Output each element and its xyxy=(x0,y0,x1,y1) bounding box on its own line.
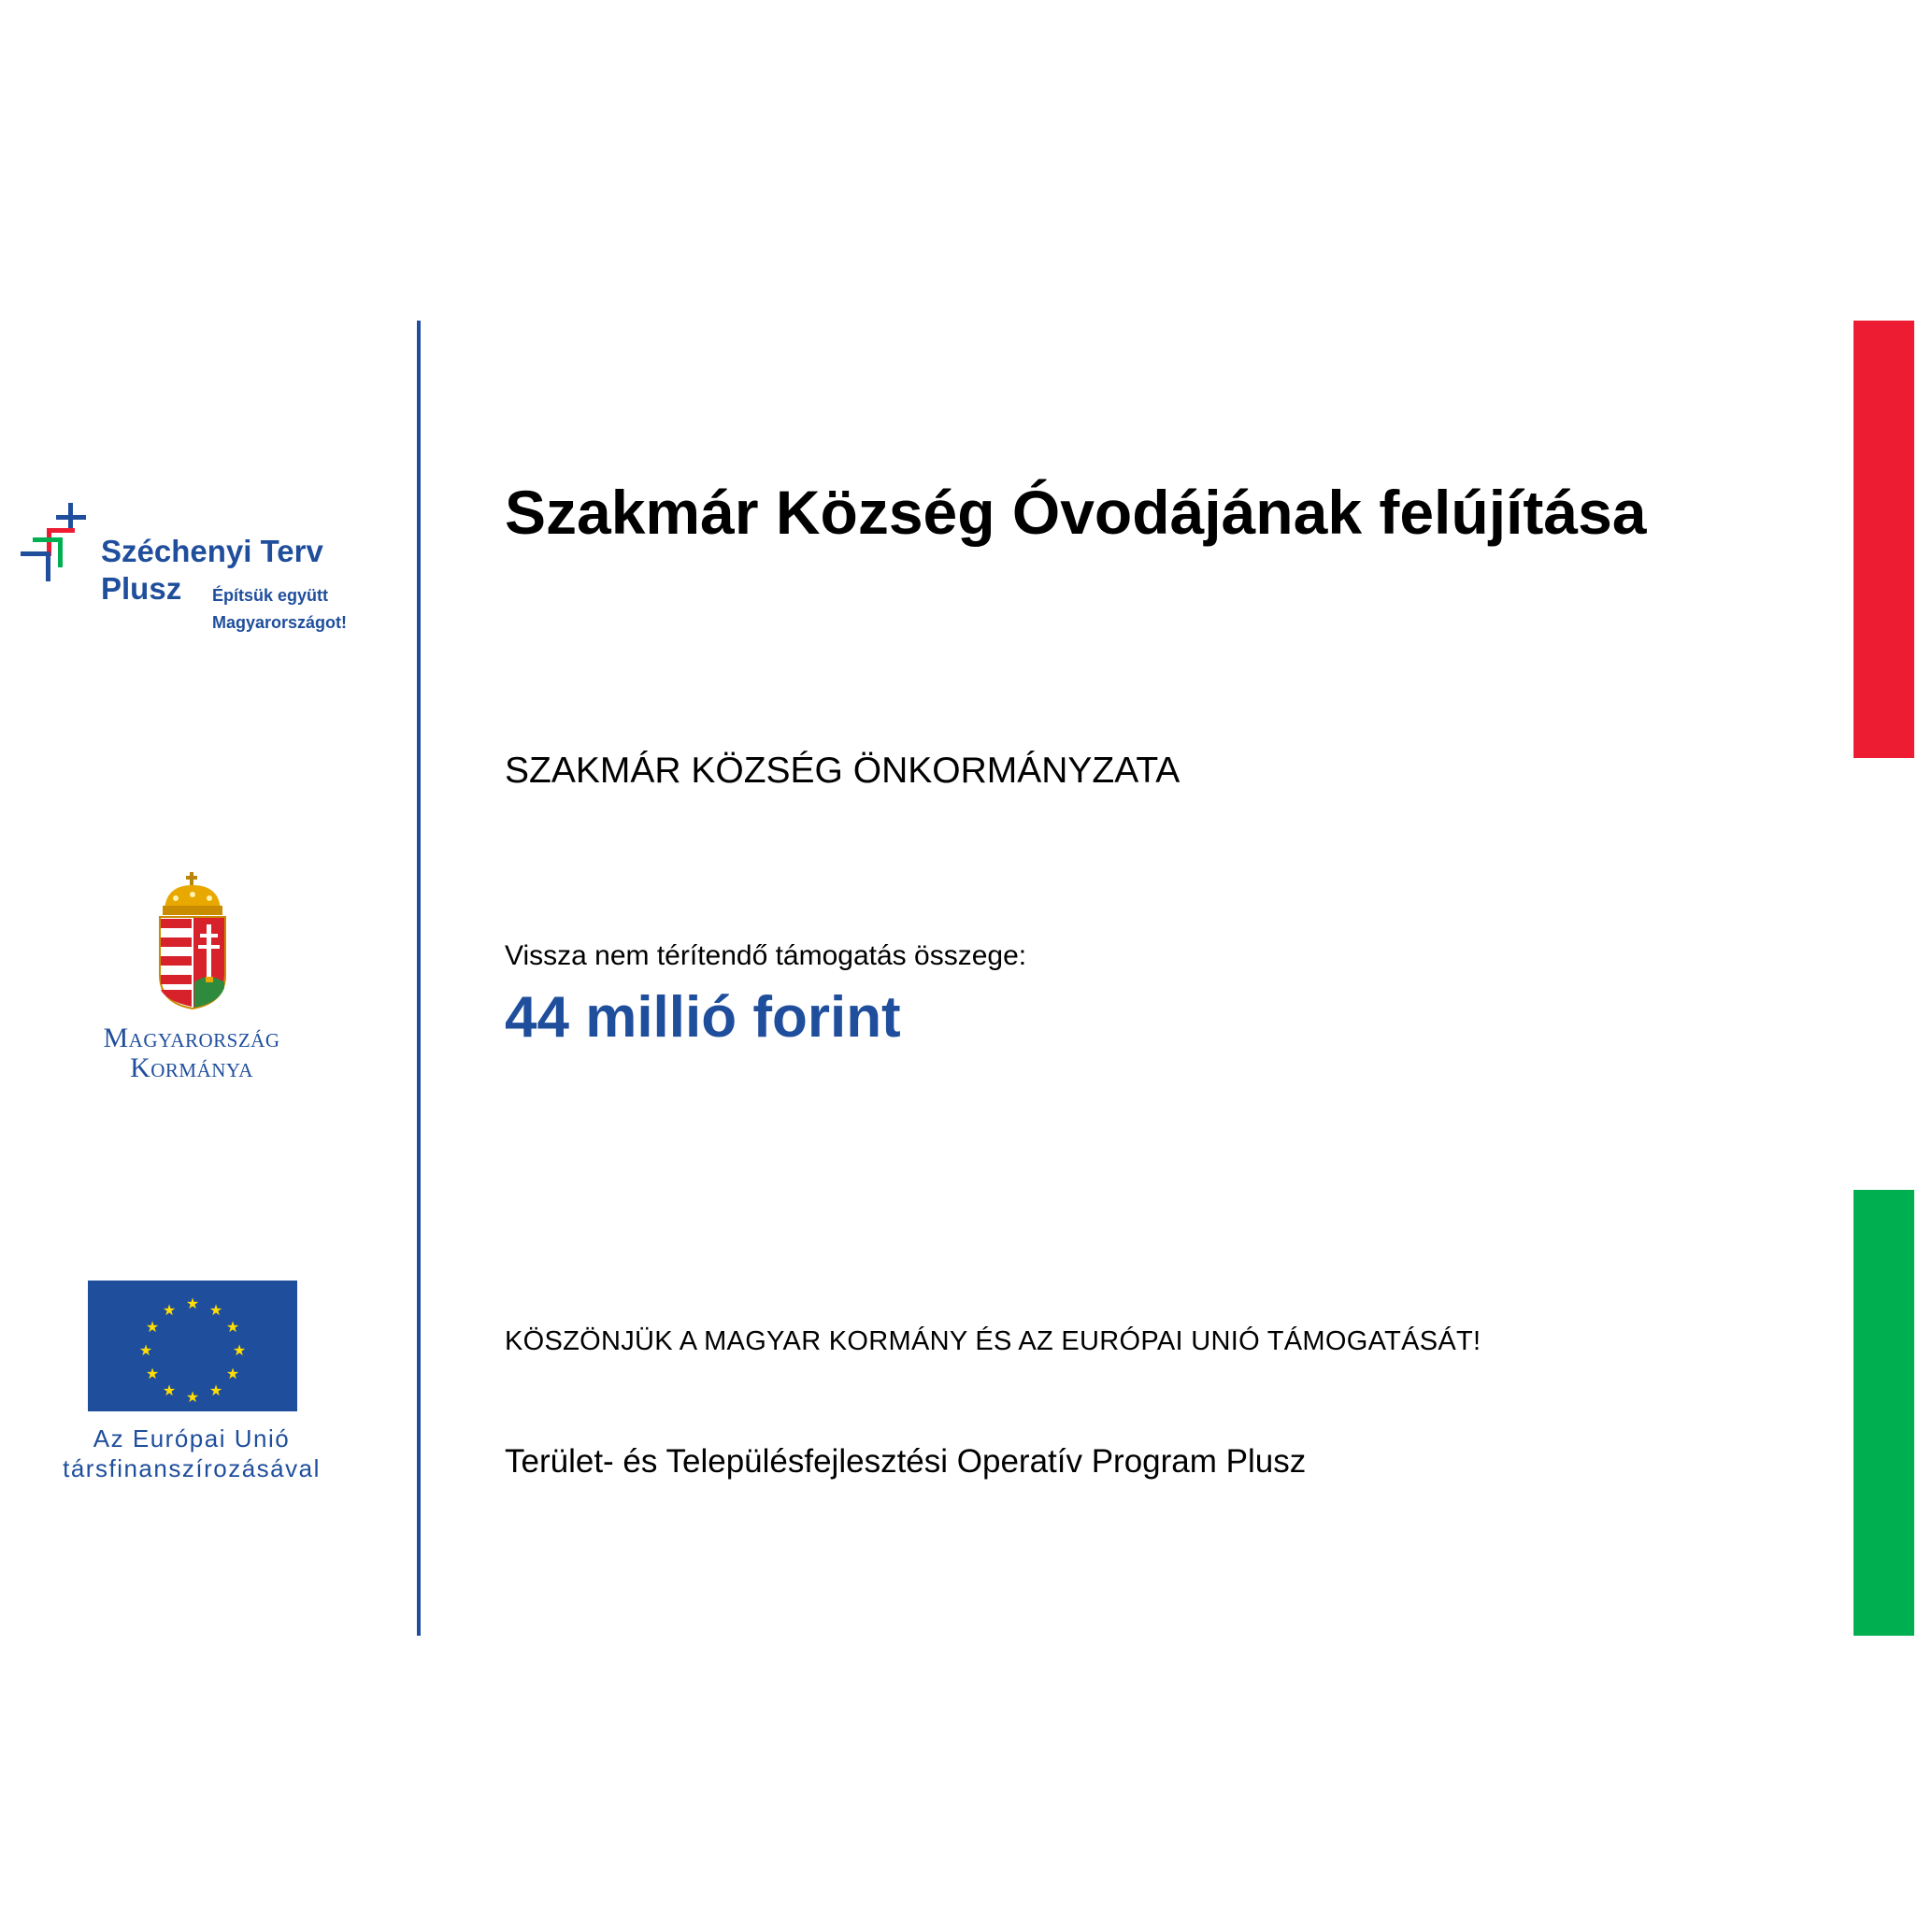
thanks-text: KÖSZÖNJÜK A MAGYAR KORMÁNY ÉS AZ EURÓPAI UNIÓ TÁMOGATÁSÁT! xyxy=(505,1326,1481,1356)
eu-star-icon: ★ xyxy=(162,1303,177,1319)
eu-stars xyxy=(88,1281,297,1411)
eu-star-icon: ★ xyxy=(225,1320,240,1336)
project-title: Szakmár Község Óvodájának felújítása xyxy=(505,478,1647,547)
eu-star-icon: ★ xyxy=(208,1303,223,1319)
eu-text-line1: Az Európai Unió xyxy=(93,1424,291,1453)
grant-amount: 44 millió forint xyxy=(505,985,901,1050)
eu-star-icon: ★ xyxy=(185,1390,200,1406)
eu-flag-icon xyxy=(88,1281,297,1411)
government-name-line1: Magyarország xyxy=(103,1023,280,1053)
flag-red-stripe xyxy=(1853,321,1914,758)
szechenyi-cross-icon xyxy=(19,500,107,589)
szechenyi-title: Széchenyi Terv xyxy=(101,534,323,568)
eu-star-icon: ★ xyxy=(185,1296,200,1312)
szechenyi-plusz: Plusz xyxy=(101,571,182,606)
eu-star-icon: ★ xyxy=(145,1320,160,1336)
szechenyi-slogan-line2: Magyarországot! xyxy=(212,613,348,632)
eu-star-icon: ★ xyxy=(162,1383,177,1399)
grant-label: Vissza nem térítendő támogatás összege: xyxy=(505,940,1027,971)
eu-star-icon: ★ xyxy=(225,1367,240,1382)
beneficiary-name: SZAKMÁR KÖZSÉG ÖNKORMÁNYZATA xyxy=(505,751,1181,791)
hungarian-coat-of-arms-icon xyxy=(157,872,228,1012)
flag-green-stripe xyxy=(1853,1190,1914,1636)
szechenyi-logo xyxy=(19,500,374,640)
eu-star-icon: ★ xyxy=(232,1343,247,1359)
eu-cofinancing-text xyxy=(28,1424,355,1483)
eu-star-icon: ★ xyxy=(138,1343,153,1359)
eu-star-icon: ★ xyxy=(208,1383,223,1399)
government-name xyxy=(56,1023,327,1083)
szechenyi-slogan-line1: Építsük együtt xyxy=(212,586,329,605)
eu-text-line2: társfinanszírozásával xyxy=(63,1454,321,1482)
program-name: Terület- és Településfejlesztési Operatív Program Plusz xyxy=(505,1443,1307,1480)
vertical-divider xyxy=(417,321,421,1636)
government-name-line2: Kormánya xyxy=(130,1052,253,1083)
eu-star-icon: ★ xyxy=(145,1367,160,1382)
